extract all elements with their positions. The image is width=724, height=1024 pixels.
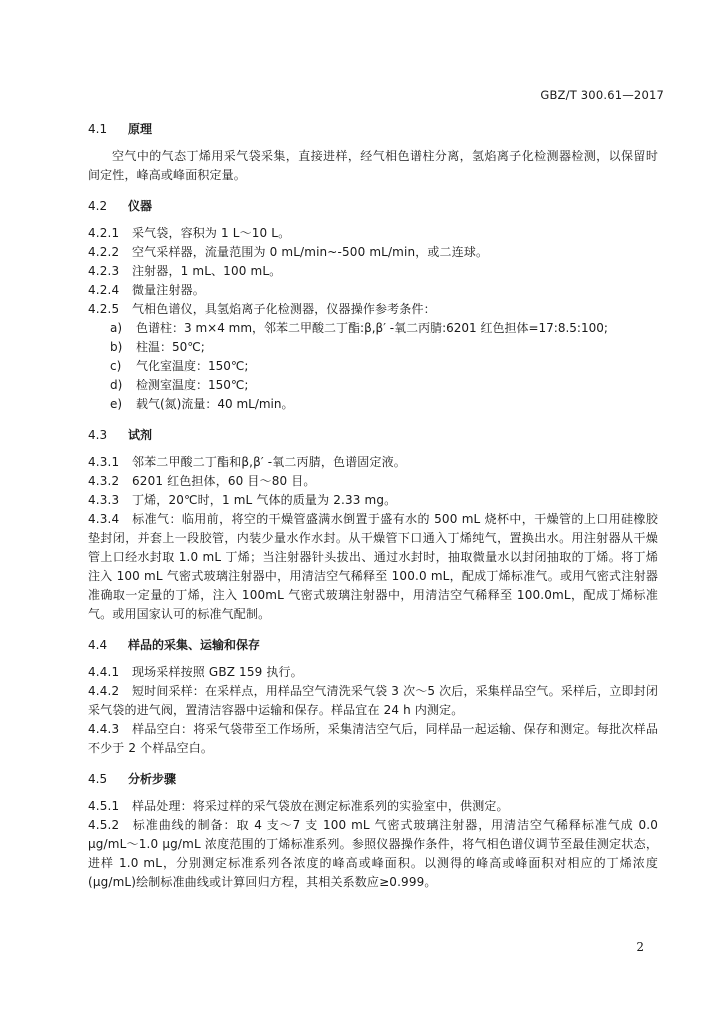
clause-text: 标准曲线的制备：取 4 支～7 支 100 mL 气密式玻璃注射器，用清洁空气稀释标准气成 0.0 μg/mL～1.0 μg/mL 浓度范围的丁烯标准系列。参照仪器操作条件，将气相色谱仪调节至最佳测定状态，进样 1.0 mL，分别测定标准系列各浓度的峰高或峰面积。以测得的峰高或峰面积对相应的丁烯浓度(μg/mL)绘制标准曲线或计算回归方程，其相关系数应≥0.999。 [88,818,658,889]
list-item [88,357,658,376]
clause-item [88,262,658,281]
clause-text: 邻苯二甲酸二丁酯和β,β′ -氧二丙腈，色谱固定液。 [132,455,406,469]
list-marker: b) [110,340,123,354]
list-text: 检测室温度：150℃; [136,378,249,392]
clause-number: 4.4.1 [88,665,120,679]
standard-number: GBZ/T 300.61—2017 [540,88,664,102]
clause-text: 6201 红色担体，60 目～80 目。 [132,474,316,488]
section-number: 4.5 [88,772,108,786]
section-number: 4.4 [88,638,108,652]
clause-number: 4.3.2 [88,474,120,488]
clause-number: 4.2.3 [88,264,120,278]
section-heading-4-5 [88,770,658,789]
clause-item [88,453,658,472]
clause-text: 短时间采样：在采样点，用样品空气清洗采气袋 3 次～5 次后，采集样品空气。采样后，立即封闭采气袋的进气阀，置清洁容器中运输和保存。样品宜在 24 h 内测定。 [88,684,658,717]
clause-number: 4.2.1 [88,226,120,240]
clause-item [88,797,658,816]
section-title: 分析步骤 [128,772,177,786]
list-text: 色谱柱：3 m×4 mm，邻苯二甲酸二丁酯:β,β′ -氧二丙腈:6201 红色担体=17:8.5:100; [136,321,608,335]
section-title: 样品的采集、运输和保存 [128,638,261,652]
section-heading-4-4 [88,636,658,655]
clause-text: 气相色谱仪，具氢焰离子化检测器，仪器操作参考条件： [132,302,436,316]
section-title: 仪器 [128,199,153,213]
clause-number: 4.5.1 [88,799,120,813]
section-heading-4-2 [88,197,658,216]
list-marker: a) [110,321,123,335]
clause-number: 4.3.1 [88,455,120,469]
clause-item [88,243,658,262]
paragraph-principle: 空气中的气态丁烯用采气袋采集，直接进样，经气相色谱柱分离，氢焰离子化检测器检测，以保留时间定性，峰高或峰面积定量。 [88,149,658,182]
clause-number: 4.3.4 [88,512,120,526]
list-text: 载气(氮)流量：40 mL/min。 [136,397,294,411]
clause-text: 采气袋，容积为 1 L～10 L。 [132,226,291,240]
section-heading-4-1 [88,120,658,139]
list-marker: c) [110,359,122,373]
list-item [88,395,658,414]
clause-text: 样品空白：将采气袋带至工作场所，采集清洁空气后，同样品一起运输、保存和测定。每批次样品不少于 2 个样品空白。 [88,722,658,755]
list-item [88,319,658,338]
clause-number: 4.3.3 [88,493,120,507]
clause-text: 现场采样按照 GBZ 159 执行。 [132,665,303,679]
list-text: 气化室温度：150℃; [136,359,249,373]
clause-text: 标准气：临用前，将空的干燥管盛满水倒置于盛有水的 500 mL 烧杯中，干燥管的上口用硅橡胶垫封闭，并套上一段胶管，内装少量水作水封。从干燥管下口通入丁烯纯气，置换出水。用注射器从干燥管上口经水封取 1.0 mL 丁烯；当注射器针头拔出、通过水封时，抽取微量水以封闭抽取的丁烯。将丁烯注入 100 mL 气密式玻璃注射器中，用清洁空气稀释至 100.0 mL，配成丁烯标准气。或用气密式注射器准确取一定量的丁烯，注入 100mL 气密式玻璃注射器中，用清洁空气稀释至 100.0mL，配成丁烯标准气。或用国家认可的标准气配制。 [88,512,658,621]
clause-item [88,510,658,624]
clause-text: 空气采样器，流量范围为 0 mL/min~-500 mL/min，或二连球。 [132,245,489,259]
clause-item [88,663,658,682]
clause-item [88,491,658,510]
list-item [88,338,658,357]
clause-item [88,720,658,758]
clause-number: 4.2.2 [88,245,120,259]
document-body [88,120,658,892]
list-text: 柱温：50℃; [136,340,205,354]
clause-number: 4.4.3 [88,722,120,736]
list-marker: e) [110,397,123,411]
clause-item [88,281,658,300]
page-number: 2 [636,940,644,954]
clause-number: 4.4.2 [88,684,120,698]
list-item [88,376,658,395]
clause-text: 注射器，1 mL、100 mL。 [132,264,282,278]
section-number: 4.3 [88,428,108,442]
section-title: 试剂 [128,428,153,442]
clause-number: 4.2.4 [88,283,120,297]
section-number: 4.1 [88,122,108,136]
section-title: 原理 [128,122,153,136]
clause-number: 4.5.2 [88,818,120,832]
clause-item [88,224,658,243]
clause-text: 样品处理：将采过样的采气袋放在测定标准系列的实验室中，供测定。 [132,799,509,813]
clause-text: 微量注射器。 [132,283,205,297]
clause-item [88,816,658,892]
section-heading-4-3 [88,426,658,445]
clause-item [88,472,658,491]
clause-number: 4.2.5 [88,302,120,316]
clause-item [88,300,658,319]
list-marker: d) [110,378,123,392]
section-number: 4.2 [88,199,108,213]
clause-text: 丁烯，20℃时，1 mL 气体的质量为 2.33 mg。 [132,493,397,507]
clause-item [88,682,658,720]
